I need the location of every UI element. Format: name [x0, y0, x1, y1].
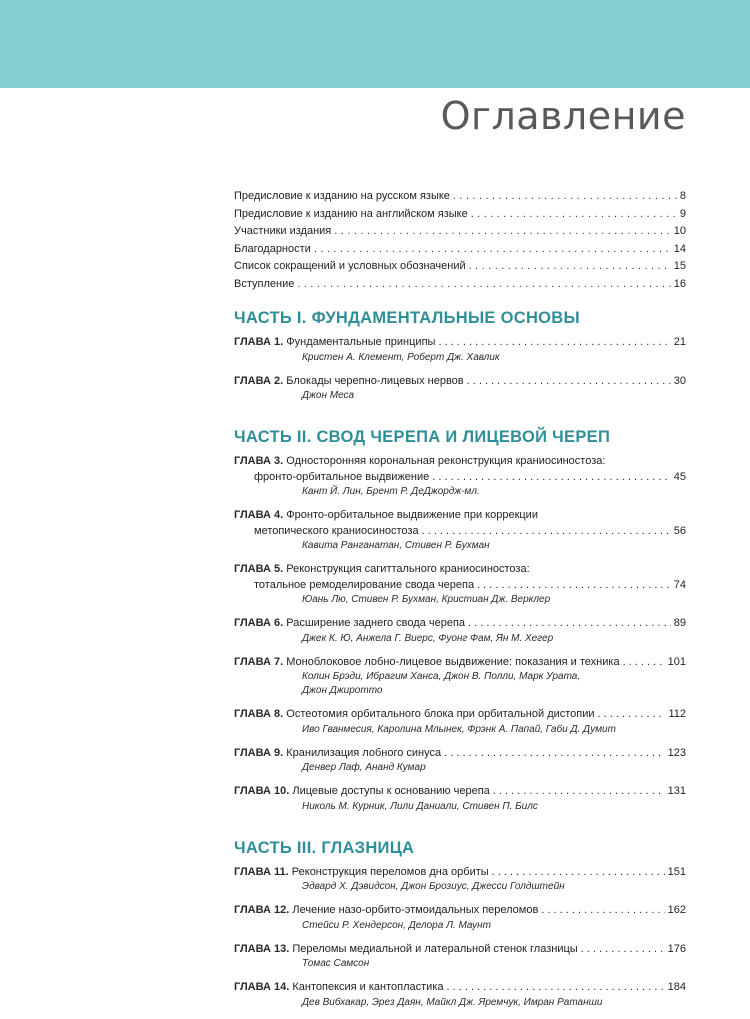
chapter-page: 56	[673, 524, 686, 537]
chapter-label: ГЛАВА 10.	[234, 785, 290, 797]
chapter-page: 74	[673, 578, 686, 591]
dot-leader	[492, 865, 665, 881]
chapter-label: ГЛАВА 5.	[234, 563, 284, 575]
chapter-title: Кантопексия и кантопластика	[292, 981, 444, 993]
dot-leader	[422, 524, 671, 540]
spacer	[234, 412, 686, 418]
chapter-title-line	[234, 784, 686, 800]
page-title: Оглавление	[440, 94, 686, 138]
dot-leader	[468, 616, 671, 632]
chapter-entry[interactable]	[234, 454, 686, 499]
chapter-entry[interactable]	[234, 655, 686, 699]
chapter-title: Блокады черепно-лицевых нервов	[286, 374, 464, 387]
chapter-authors: Дев Вибхакар, Эрез Даян, Майкл Дж. Яремчук, Имран Ратанши	[302, 996, 603, 1008]
chapter-page: 112	[668, 708, 686, 720]
dot-leader	[469, 258, 671, 276]
dot-leader	[334, 223, 670, 241]
part-heading: ЧАСТЬ III. ГЛАЗНИЦА	[234, 838, 415, 857]
dot-leader	[623, 655, 665, 671]
chapter-title: Остеотомия орбитального блока при орбитальной дистопии	[286, 708, 595, 720]
chapter-title: Расширение заднего свода черепа	[286, 617, 466, 629]
toc-entry[interactable]	[234, 276, 686, 294]
chapter-title-line	[234, 903, 686, 919]
chapter-title-line	[234, 746, 686, 762]
toc-entry[interactable]	[234, 241, 686, 259]
chapter-entry[interactable]	[234, 903, 686, 933]
spacer	[234, 293, 686, 299]
chapter-entry[interactable]	[234, 374, 686, 404]
chapter-authors: Томас Самсон	[302, 958, 370, 969]
toc-entry-title: Участники издания	[234, 225, 332, 237]
spacer	[234, 823, 686, 829]
chapter-authors: Джон Джиротто	[302, 685, 383, 696]
chapter-title-line	[234, 524, 686, 540]
chapter-title-line	[234, 454, 686, 470]
chapter-authors: Кавита Ранганатан, Стивен Р. Бухман	[302, 540, 490, 551]
chapter-authors: Иво Гванмесия, Каролина Млынек, Фрэнк А. Папай, Габи Д. Думит	[302, 723, 616, 735]
toc-entry-page: 15	[673, 260, 686, 272]
table-of-contents	[234, 188, 686, 1019]
toc-entry-title: Благодарности	[234, 242, 311, 255]
toc-entry-title: Предисловие к изданию на русском языке	[234, 190, 450, 202]
chapter-label: ГЛАВА 7.	[234, 655, 284, 668]
chapter-entry[interactable]	[234, 746, 686, 776]
chapter-title-line	[234, 865, 686, 881]
chapter-title-line	[234, 616, 686, 632]
chapter-authors: Колин Брэди, Ибрагим Ханса, Джон В. Полли, Марк Урата,	[302, 671, 581, 682]
chapter-page: 131	[667, 785, 686, 797]
chapter-authors: Кант Й. Лин, Брент Р. ДеДжордж-мл.	[302, 486, 480, 497]
chapter-entry[interactable]	[234, 508, 686, 553]
toc-entry-page: 16	[673, 277, 686, 290]
dot-leader	[598, 707, 666, 723]
chapter-label: ГЛАВА 3.	[234, 455, 284, 467]
chapter-label: ГЛАВА 9.	[234, 746, 284, 759]
chapter-page: 162	[667, 904, 686, 916]
chapter-entry[interactable]	[234, 335, 686, 365]
chapter-authors: Стейси Р. Хендерсон, Делора Л. Маунт	[302, 919, 491, 931]
chapter-title-line	[234, 980, 686, 996]
chapter-label: ГЛАВА 13.	[234, 942, 290, 955]
toc-entry-title: Список сокращений и условных обозначений	[234, 260, 466, 272]
chapter-title: Кранилизация лобного синуса	[286, 746, 442, 759]
chapter-title-line	[234, 655, 686, 671]
chapter-page: 45	[673, 470, 686, 483]
dot-leader	[467, 374, 671, 390]
chapter-page: 30	[673, 374, 686, 387]
chapter-title: фронто-орбитальное выдвижение	[254, 470, 430, 483]
chapter-title: Лечение назо-орбито-этмоидальных переломов	[292, 904, 539, 916]
chapter-label: ГЛАВА 12.	[234, 904, 290, 916]
chapter-title: Односторонняя корональная реконструкция краниосиностоза:	[286, 455, 606, 467]
chapter-authors: Юань Лю, Стивен Р. Бухман, Кристиан Дж. Верклер	[302, 594, 551, 605]
chapter-entry[interactable]	[234, 942, 686, 972]
chapter-label: ГЛАВА 1.	[234, 336, 284, 348]
chapter-page: 101	[667, 655, 686, 668]
chapter-title: метопического краниосиностоза	[254, 524, 419, 537]
chapter-label: ГЛАВА 14.	[234, 981, 290, 993]
chapter-title-line	[234, 470, 686, 486]
chapter-label: ГЛАВА 2.	[234, 374, 284, 387]
toc-entry[interactable]	[234, 223, 686, 241]
chapter-authors: Кристен А. Клемент, Роберт Дж. Хавлик	[302, 351, 500, 363]
part-heading: ЧАСТЬ II. СВОД ЧЕРЕПА И ЛИЦЕВОЙ ЧЕРЕП	[234, 428, 611, 446]
chapter-entry[interactable]	[234, 980, 686, 1010]
chapter-page: 184	[667, 981, 686, 993]
chapter-title: Переломы медиальной и латеральной стенок глазницы	[292, 942, 578, 955]
chapter-title-line	[234, 508, 686, 524]
chapter-authors: Денвер Лаф, Ананд Кумар	[302, 762, 426, 773]
chapter-title: Реконструкция переломов дна орбиты	[291, 865, 489, 878]
dot-leader	[297, 276, 670, 294]
toc-entry-title: Предисловие к изданию на английском языке	[234, 207, 468, 220]
chapter-title: Реконструкция сагиттального краниосиностоза:	[286, 563, 530, 575]
chapter-authors: Джек К. Ю, Анжела Г. Виерс, Фуонг Фам, Ян М. Хегер	[302, 632, 554, 644]
chapter-entry[interactable]	[234, 784, 686, 814]
chapter-title-line	[234, 374, 686, 390]
toc-entry-page: 10	[673, 225, 686, 237]
toc-entry-page: 8	[679, 190, 686, 202]
chapter-label: ГЛАВА 11.	[234, 865, 289, 878]
chapter-page: 89	[673, 617, 686, 629]
chapter-page: 151	[667, 865, 686, 878]
chapter-label: ГЛАВА 8.	[234, 708, 284, 720]
chapter-title: Моноблоковое лобно-лицевое выдвижение: показания и техника	[286, 655, 620, 668]
toc-entry[interactable]	[234, 206, 686, 224]
chapter-authors: Эдвард Х. Дэвидсон, Джон Брозиус, Джесси Голдштейн	[302, 881, 565, 892]
chapter-title: тотальное ремоделирование свода черепа	[254, 578, 475, 591]
chapter-title: Фронто-орбитальное выдвижение при коррекции	[286, 509, 538, 521]
chapter-authors: Джон Меса	[302, 390, 355, 401]
dot-leader	[477, 578, 671, 594]
toc-entry[interactable]	[234, 188, 686, 206]
dot-leader	[447, 980, 665, 996]
chapter-title-line	[234, 578, 686, 594]
chapter-page: 21	[673, 336, 686, 348]
dot-leader	[438, 335, 670, 351]
chapter-title-line	[234, 707, 686, 723]
dot-leader	[541, 903, 664, 919]
dot-leader	[493, 784, 665, 800]
toc-entry-title: Вступление	[234, 277, 295, 290]
part-heading: ЧАСТЬ I. ФУНДАМЕНТАЛЬНЫЕ ОСНОВЫ	[234, 309, 580, 327]
chapter-title: Фундаментальные принципы	[286, 336, 436, 348]
chapter-entry[interactable]	[234, 707, 686, 737]
chapter-authors: Николь М. Курник, Лили Даниали, Стивен П. Билс	[302, 800, 538, 812]
dot-leader	[432, 470, 670, 486]
chapter-title: Лицевые доступы к основанию черепа	[292, 785, 490, 797]
chapter-label: ГЛАВА 4.	[234, 509, 284, 521]
chapter-label: ГЛАВА 6.	[234, 617, 284, 629]
chapter-entry[interactable]	[234, 865, 686, 895]
dot-leader	[314, 241, 671, 259]
chapter-page: 176	[667, 942, 686, 955]
chapter-entry[interactable]	[234, 562, 686, 607]
toc-entry[interactable]	[234, 258, 686, 276]
toc-entry-page: 14	[673, 242, 686, 255]
toc-entry-page: 9	[679, 207, 686, 220]
header-band	[0, 0, 750, 88]
chapter-title-line	[234, 562, 686, 578]
chapter-title-line	[234, 335, 686, 351]
chapter-page: 123	[667, 746, 686, 759]
dot-leader	[444, 746, 665, 762]
dot-leader	[453, 188, 677, 206]
dot-leader	[471, 206, 677, 224]
chapter-entry[interactable]	[234, 616, 686, 646]
